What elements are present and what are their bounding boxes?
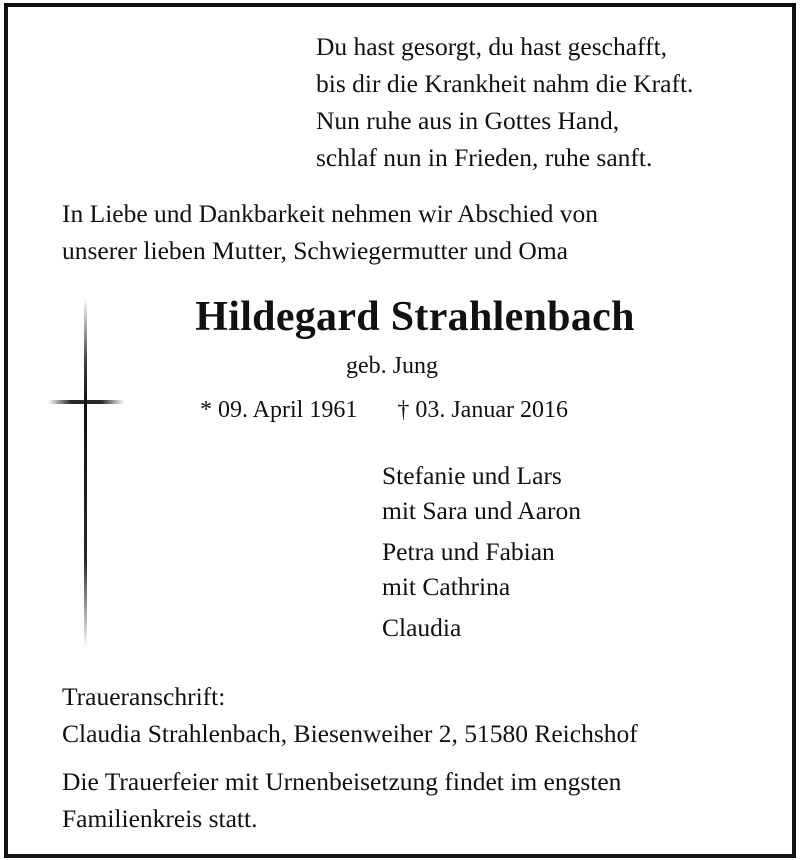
ceremony-line: Familienkreis statt. [62, 804, 258, 833]
mourner-line: Claudia [382, 613, 462, 642]
mourner-group [382, 610, 581, 645]
birth-date: * 09. April 1961 [200, 397, 358, 423]
farewell-intro [62, 195, 598, 269]
mourner-group [382, 458, 581, 528]
cross-icon [44, 298, 128, 648]
life-dates [200, 397, 568, 424]
address-label: Traueranschrift: [62, 682, 226, 711]
ceremony-line: Die Trauerfeier mit Urnenbeisetzung findet im engsten [62, 767, 622, 796]
mourner-line: mit Cathrina [382, 572, 511, 601]
poem-line: Nun ruhe aus in Gottes Hand, [316, 106, 620, 135]
cross-vertical-beam [84, 298, 87, 648]
death-date: † 03. Januar 2016 [397, 397, 568, 423]
address-line: Claudia Strahlenbach, Biesenweiher 2, 51580 Reichshof [62, 719, 638, 748]
mourner-group [382, 534, 581, 604]
deceased-name: Hildegard Strahlenbach [195, 294, 635, 340]
ceremony-notice [62, 763, 621, 837]
poem-line: Du hast gesorgt, du hast geschafft, [316, 32, 668, 61]
mourner-line: mit Sara und Aaron [382, 496, 582, 525]
intro-line: unserer lieben Mutter, Schwiegermutter und Oma [62, 236, 568, 265]
poem-line: schlaf nun in Frieden, ruhe sanft. [316, 143, 653, 172]
mourning-address [62, 678, 638, 752]
mourner-line: Stefanie und Lars [382, 461, 562, 490]
maiden-name: geb. Jung [346, 353, 438, 379]
mourner-line: Petra und Fabian [382, 537, 555, 566]
intro-line: In Liebe und Dankbarkeit nehmen wir Abschied von [62, 199, 599, 228]
cross-horizontal-beam [48, 400, 124, 404]
mourners-list [382, 458, 581, 651]
poem-line: bis dir die Krankheit nahm die Kraft. [316, 69, 694, 98]
poem [316, 28, 693, 176]
